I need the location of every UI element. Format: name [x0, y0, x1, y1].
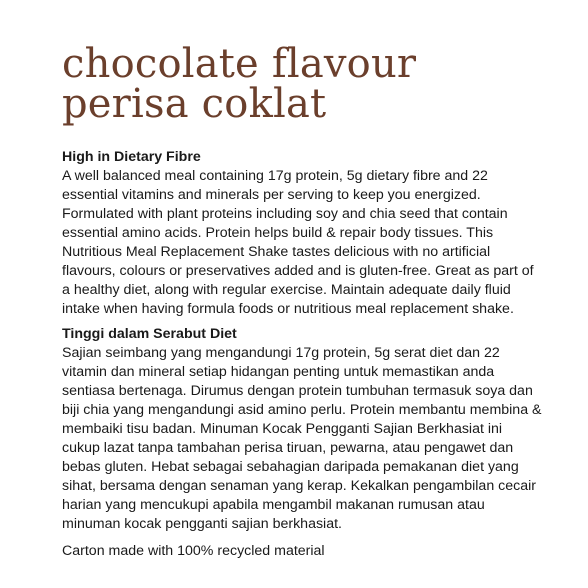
- section-heading-english: High in Dietary Fibre: [62, 149, 201, 165]
- title-malay: perisa coklat: [62, 81, 327, 127]
- section-heading-malay: Tinggi dalam Serabut Diet: [62, 326, 237, 342]
- recycled-material-note: Carton made with 100% recycled material: [62, 543, 325, 559]
- section-body-malay: Sajian seimbang yang mengandungi 17g protein, 5g serat diet dan 22 vitamin dan mineral setiap hidangan penting untuk memastikan anda sentiasa bertenaga. Dirumus dengan protein tumbuhan termasuk soya dan biji chia yang mengandungi asid amino perlu. Protein membantu membina & membaiki tisu badan. Minuman Kocak Pengganti Sajian Berkhasiat ini cukup lazat tanpa tambahan perisa tiruan, pewarna, atau pengawet dan bebas gluten. Hebat sebagai sebahagian daripada pemakanan diet yang sihat, bersama dengan senaman yang kerap. Kekalkan pengambilan cecair harian yang mencukupi apabila mengambil makanan rumusan atau minuman kocak pengganti sajian berkhasiat.: [62, 345, 542, 532]
- title-english: chocolate flavour: [62, 41, 417, 87]
- description-content: [62, 148, 542, 567]
- section-body-english: A well balanced meal containing 17g protein, 5g dietary fibre and 22 essential vitamins and minerals per serving to keep you energized. Formulated with plant proteins including soy and chia seed that contain essential amino acids. Protein helps build & repair body tissues. This Nutritious Meal Replacement Shake tastes delicious with no artificial flavours, colours or preservatives added and is gluten-free. Great as part of a healthy diet, along with regular exercise. Maintain adequate daily fluid intake when having formula foods or nutritious meal replacement shake.: [62, 168, 534, 317]
